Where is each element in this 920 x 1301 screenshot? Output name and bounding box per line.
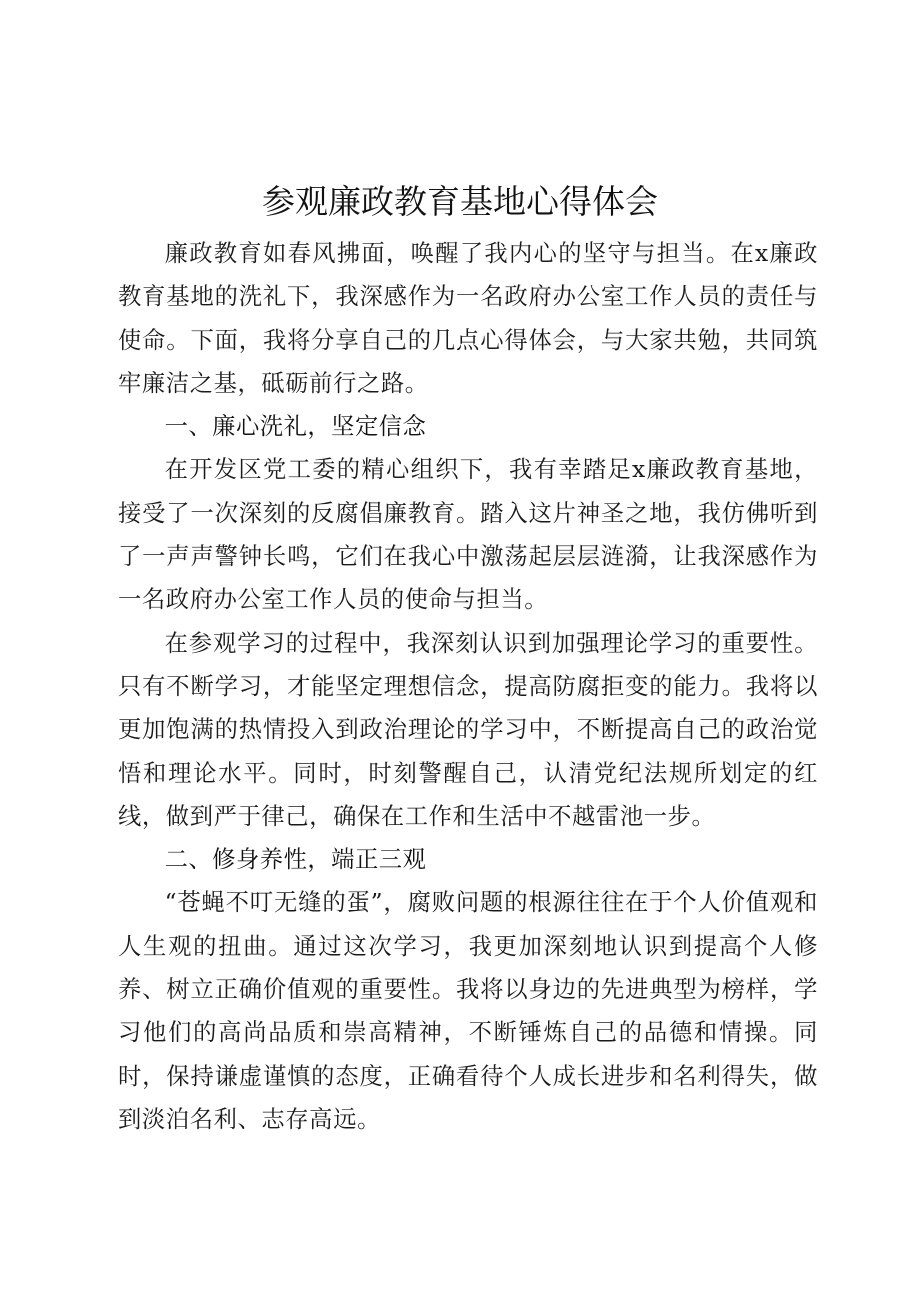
section-2-paragraph-1: “苍蝇不叮无缝的蛋”，腐败问题的根源往往在于个人价值观和人生观的扭曲。通过这次学习，我更加深刻地认识到提高个人修养、树立正确价值观的重要性。我将以身边的先进典型为榜样，学习他们的高尚品质和崇高精神，不断锤炼自己的品德和情操。同时，保持谦虚谨慎的态度，正确看待个人成长进步和名利得失，做到淡泊名利、志存高远。 [118,889,818,1133]
document-body [118,232,818,1141]
document-title: 参观廉政教育基地心得体会 [262,182,658,221]
section-1-paragraph-2: 在参观学习的过程中，我深刻认识到加强理论学习的重要性。只有不断学习，才能坚定理想信念，提高防腐拒变的能力。我将以更加饱满的热情投入到政治理论的学习中，不断提高自己的政治觉悟和理论水平。同时，时刻警醒自己，认清党纪法规所划定的红线，做到严于律己，确保在工作和生活中不越雷池一步。 [118,629,818,830]
section-2-heading: 二、修身养性，端正三观 [164,846,427,874]
intro-paragraph: 廉政教育如春风拂面，唤醒了我内心的坚守与担当。在x廉政教育基地的洗礼下，我深感作为一名政府办公室工作人员的责任与使命。下面，我将分享自己的几点心得体会，与大家共勉，共同筑牢廉洁之基，砥砺前行之路。 [118,240,818,397]
section-1-paragraph-1: 在开发区党工委的精心组织下，我有幸踏足x廉政教育基地，接受了一次深刻的反腐倡廉教育。踏入这片神圣之地，我仿佛听到了一声声警钟长鸣，它们在我心中激荡起层层涟漪，让我深感作为一名政府办公室工作人员的使命与担当。 [118,456,818,614]
section-1-heading: 一、廉心洗礼，坚定信念 [164,413,427,441]
